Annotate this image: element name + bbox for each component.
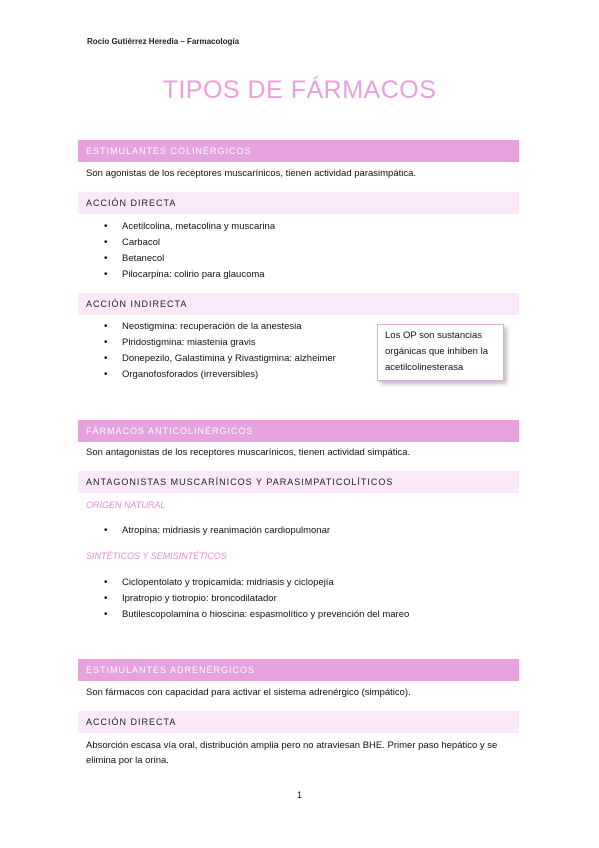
subsection-colinergicos-directa: ACCIÓN DIRECTA (78, 192, 519, 214)
sinteticos-heading: SINTÉTICOS Y SEMISINTÉTICOS (86, 551, 227, 561)
list-item: • Neostigmina: recuperación de la anestesia (104, 319, 336, 335)
subsection-antagonistas: ANTAGONISTAS MUSCARÍNICOS Y PARASIMPATICOLÍTICOS (78, 471, 519, 493)
section-band-adrenergicos: ESTIMULANTES ADRENÉRGICOS (78, 659, 519, 681)
subsection-adrenergicos-directa: ACCIÓN DIRECTA (78, 711, 519, 733)
section-band-anticolinergicos: FÁRMACOS ANTICOLINÉRGICOS (78, 420, 519, 442)
list-item: • Atropina: midriasis y reanimación cardiopulmonar (104, 523, 330, 539)
adrenergicos-directa-text: Absorción escasa vía oral, distribución amplia pero no atraviesan BHE. Primer paso hepático y se elimina por la orina. (86, 740, 498, 766)
list-item: • Carbacol (104, 235, 275, 251)
anticolinergicos-intro: Son antagonistas de los receptores muscarínicos, tienen actividad simpática. (86, 447, 411, 458)
colinergicos-indirecta-list (104, 319, 336, 383)
list-item: • Betanecol (104, 251, 275, 267)
page-number: 1 (296, 790, 302, 800)
adrenergicos-intro: Son fármacos con capacidad para activar el sistema adrenérgico (simpático). (86, 687, 411, 698)
list-item: • Pilocarpina: colirio para glaucoma (104, 267, 275, 283)
section-band-colinergicos: ESTIMULANTES COLINÉRGICOS (78, 140, 519, 162)
page-title: TIPOS DE FÁRMACOS (162, 76, 437, 104)
document-header: Rocío Gutiérrez Heredia – Farmacología (87, 37, 240, 46)
list-item: • Acetilcolina, metacolina y muscarina (104, 219, 275, 235)
sinteticos-list (104, 575, 409, 623)
callout-box-op: Los OP son sustancias orgánicas que inhiben la acetilcolinesterasa (377, 324, 504, 381)
list-item: • Butilescopolamina o hioscina: espasmolítico y prevención del mareo (104, 607, 409, 623)
list-item: • Ciclopentolato y tropicamida: midriasis y ciclopejía (104, 575, 409, 591)
subsection-colinergicos-indirecta: ACCIÓN INDIRECTA (78, 293, 519, 315)
list-item: • Piridostigmina: miastenia gravis (104, 335, 336, 351)
list-item: • Organofosforados (irreversibles) (104, 367, 336, 383)
list-item: • Ipratropio y tiotropio: broncodilatador (104, 591, 409, 607)
colinergicos-intro: Son agonistas de los receptores muscarínicos, tienen actividad parasimpática. (86, 168, 417, 179)
colinergicos-directa-list (104, 219, 275, 283)
origen-natural-list (104, 523, 330, 539)
origen-natural-heading: ORIGEN NATURAL (86, 500, 166, 510)
list-item: • Donepezilo, Galastimina y Rivastigmina: alzheimer (104, 351, 336, 367)
